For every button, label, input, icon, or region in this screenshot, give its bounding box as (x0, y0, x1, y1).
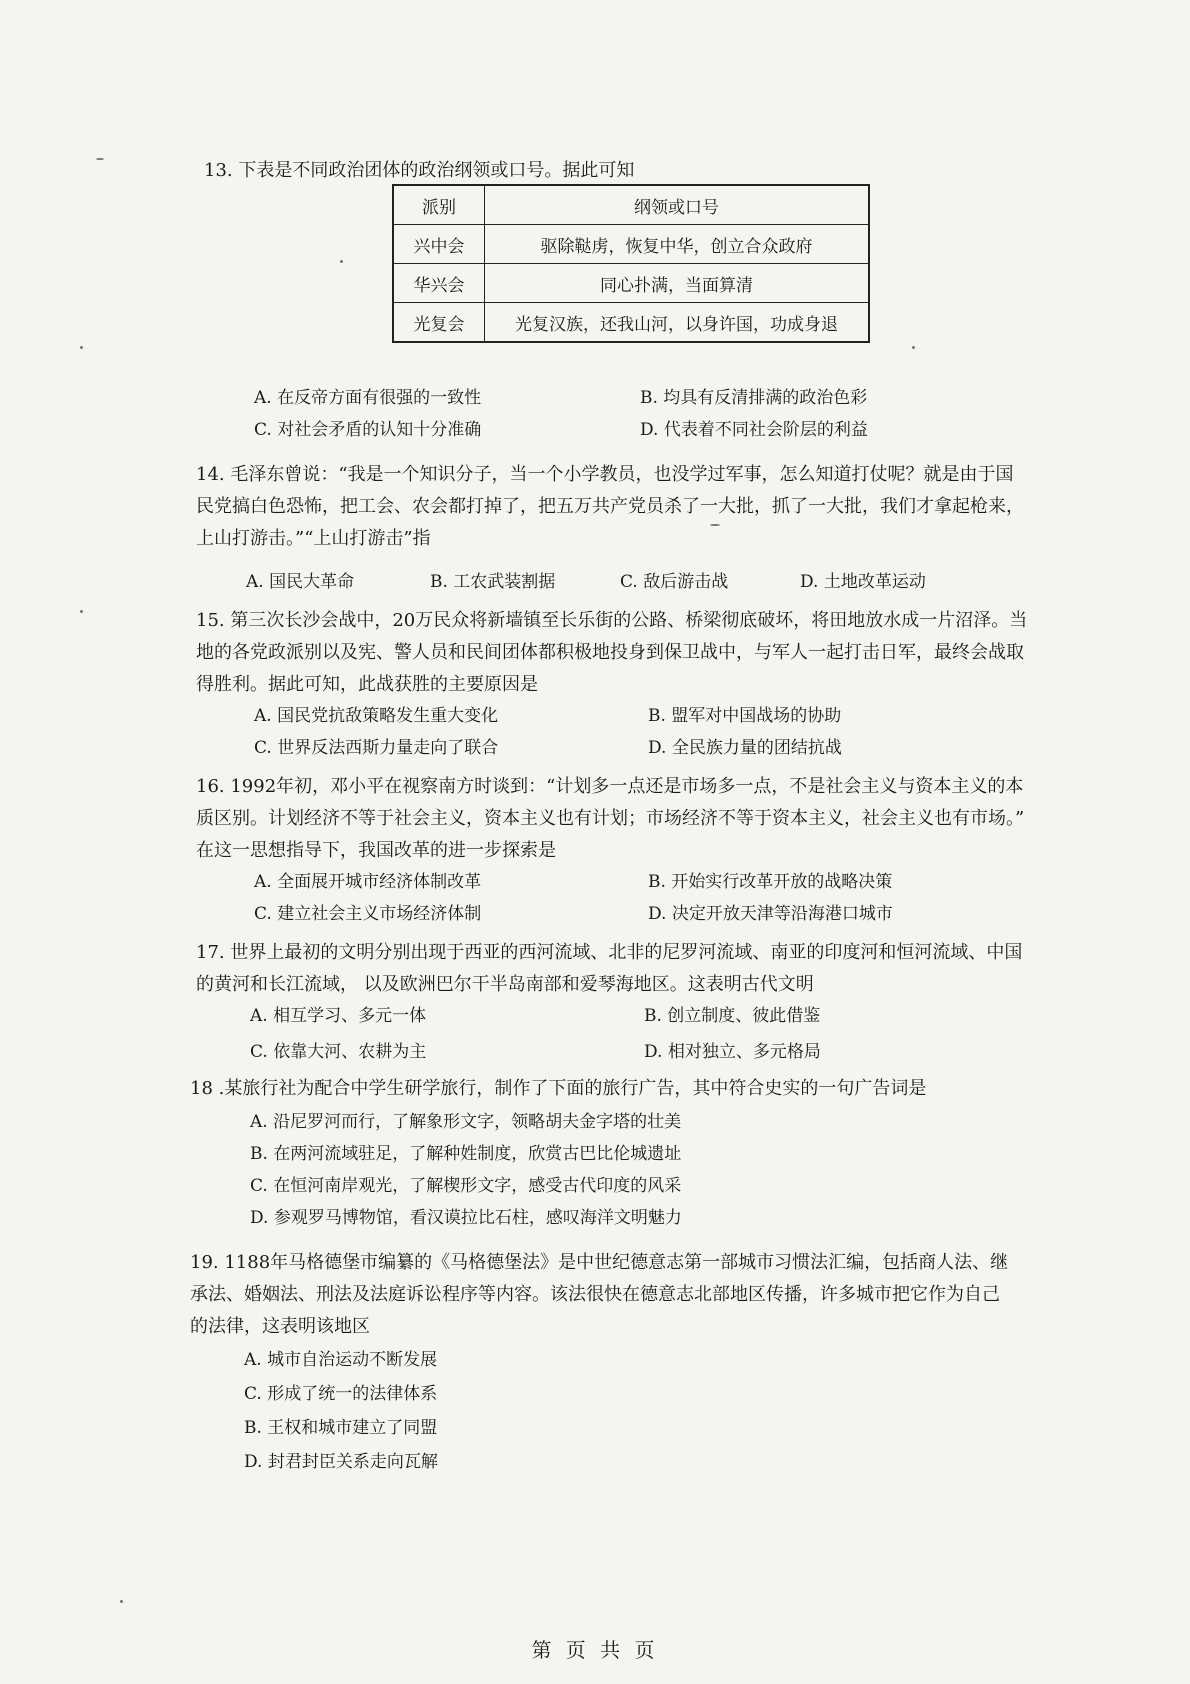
question-15-line: 得胜利。据此可知，此战获胜的主要原因是 (196, 674, 538, 695)
question-18-line: 18 .某旅行社为配合中学生研学旅行，制作了下面的旅行广告，其中符合史实的一句广告词是 (190, 1078, 927, 1099)
option-b: B. 王权和城市建立了同盟 (244, 1418, 438, 1438)
option-b: B. 均具有反清排满的政治色彩 (640, 388, 868, 408)
table-cell: 同心扑满，当面算清 (485, 264, 870, 303)
table-cell: 驱除鞑虏，恢复中华，创立合众政府 (485, 225, 870, 264)
option-c: C. 依靠大河、农耕为主 (250, 1042, 427, 1062)
question-13-stem: 13. 下表是不同政治团体的政治纲领或口号。据此可知 (204, 160, 635, 181)
question-16-line: 16. 1992年初，邓小平在视察南方时谈到：“计划多一点还是市场多一点，不是社会主义与资本主义的本 (196, 776, 1024, 797)
question-13-table (392, 184, 870, 343)
option-b: B. 在两河流域驻足，了解种姓制度，欣赏古巴比伦城遗址 (250, 1144, 682, 1164)
question-17-line: 17. 世界上最初的文明分别出现于西亚的西河流域、北非的尼罗河流域、南亚的印度河和恒河流域、中国 (196, 942, 1023, 963)
table-cell: 光复汉族，还我山河，以身许国，功成身退 (485, 303, 870, 343)
option-a: A. 国民大革命 (246, 572, 355, 592)
option-d: D. 参观罗马博物馆，看汉谟拉比石柱，感叹海洋文明魅力 (250, 1208, 682, 1228)
scan-speck (340, 260, 343, 263)
option-a: A. 城市自治运动不断发展 (244, 1350, 438, 1370)
table-row (393, 264, 869, 303)
scan-speck (120, 1600, 123, 1603)
table-header-cell: 派别 (393, 185, 485, 225)
question-14-line: 上山打游击。”“上山打游击”指 (196, 528, 431, 549)
option-a: A. 全面展开城市经济体制改革 (254, 872, 482, 892)
question-17-line: 的黄河和长江流域， 以及欧洲巴尔干半岛南部和爱琴海地区。这表明古代文明 (196, 974, 814, 995)
question-16-line: 质区别。计划经济不等于社会主义，资本主义也有计划；市场经济不等于资本主义，社会主义也有市场。” (196, 808, 1025, 829)
scan-speck (80, 610, 83, 613)
table-header-cell: 纲领或口号 (485, 185, 870, 225)
table-row (393, 225, 869, 264)
option-c: C. 在恒河南岸观光，了解楔形文字，感受古代印度的风采 (250, 1176, 682, 1196)
question-14-line: 14. 毛泽东曾说：“我是一个知识分子，当一个小学教员，也没学过军事，怎么知道打仗呢？就是由于国 (196, 464, 1014, 485)
table-cell: 光复会 (393, 303, 485, 343)
question-19-line: 的法律，这表明该地区 (190, 1316, 370, 1337)
table-header-row (393, 185, 869, 225)
option-c: C. 世界反法西斯力量走向了联合 (254, 738, 499, 758)
option-c: C. 建立社会主义市场经济体制 (254, 904, 482, 924)
question-19-line: 承法、婚姻法、刑法及法庭诉讼程序等内容。该法很快在德意志北部地区传播，许多城市把它作为自己 (190, 1284, 1000, 1305)
option-d: D. 全民族力量的团结抗战 (648, 738, 842, 758)
question-14-line: 民党搞白色恐怖，把工会、农会都打掉了，把五万共产党员杀了一大批，抓了一大批，我们才拿起枪来， (196, 496, 1024, 517)
question-19-line: 19. 1188年马格德堡市编纂的《马格德堡法》是中世纪德意志第一部城市习惯法汇编，包括商人法、继 (190, 1252, 1009, 1273)
option-c: C. 对社会矛盾的认知十分准确 (254, 420, 482, 440)
page-footer: 第 页 共 页 (531, 1638, 659, 1662)
option-c: C. 敌后游击战 (620, 572, 729, 592)
option-d: D. 相对独立、多元格局 (644, 1042, 821, 1062)
scan-speck (912, 346, 915, 349)
scan-speck (710, 524, 720, 526)
option-a: A. 沿尼罗河而行，了解象形文字，领略胡夫金字塔的壮美 (250, 1112, 682, 1132)
option-b: B. 创立制度、彼此借鉴 (644, 1006, 821, 1026)
question-15-line: 15. 第三次长沙会战中，20万民众将新墙镇至长乐街的公路、桥梁彻底破坏，将田地放水成一片沼泽。当 (196, 610, 1028, 631)
option-b: B. 盟军对中国战场的协助 (648, 706, 842, 726)
option-d: D. 土地改革运动 (800, 572, 926, 592)
question-16-line: 在这一思想指导下，我国改革的进一步探索是 (196, 840, 556, 861)
scan-speck (96, 158, 104, 160)
option-d: D. 代表着不同社会阶层的利益 (640, 420, 868, 440)
option-a: A. 国民党抗敌策略发生重大变化 (254, 706, 499, 726)
option-b: B. 工农武装割据 (430, 572, 556, 592)
option-c: C. 形成了统一的法律体系 (244, 1384, 438, 1404)
table-cell: 华兴会 (393, 264, 485, 303)
table-row (393, 303, 869, 343)
question-15-line: 地的各党政派别以及宪、警人员和民间团体都积极地投身到保卫战中，与军人一起打击日军，最终会战取 (196, 642, 1024, 663)
option-d: D. 封君封臣关系走向瓦解 (244, 1452, 438, 1472)
option-a: A. 相互学习、多元一体 (250, 1006, 427, 1026)
table-cell: 兴中会 (393, 225, 485, 264)
scan-speck (80, 346, 83, 349)
option-d: D. 决定开放天津等沿海港口城市 (648, 904, 893, 924)
option-a: A. 在反帝方面有很强的一致性 (254, 388, 482, 408)
option-b: B. 开始实行改革开放的战略决策 (648, 872, 893, 892)
